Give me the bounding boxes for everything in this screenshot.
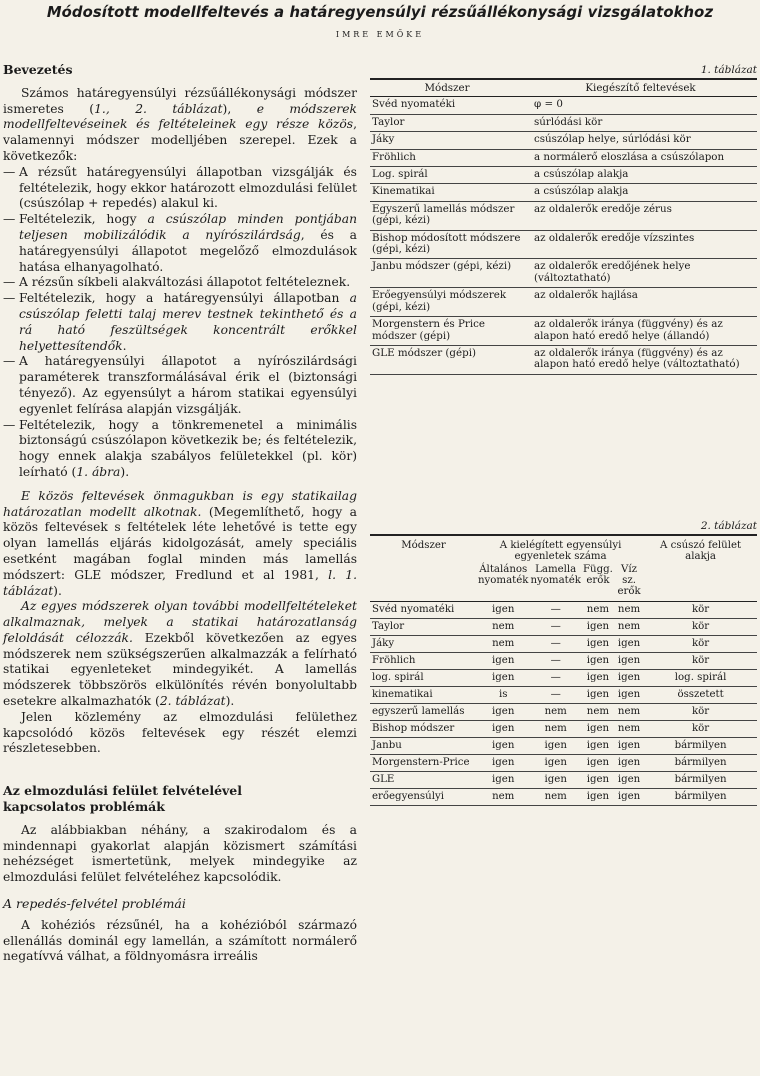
table2-value-cell: bármilyen xyxy=(644,788,757,805)
table-row xyxy=(370,259,757,288)
table2-value-cell: igen xyxy=(477,652,529,669)
table2-value-cell: nem xyxy=(582,703,614,720)
table1-assumption-cell: φ = 0 xyxy=(524,97,757,114)
article-title: Módosított modellfeltevés a határegyensúlyi rézsűállékonysági vizsgálatokhoz xyxy=(46,4,714,21)
table2-value-cell: — xyxy=(529,686,581,703)
table-row xyxy=(370,601,757,618)
common-assumptions-list xyxy=(3,165,357,481)
table-row xyxy=(370,149,757,166)
list-item: — Feltételezik, hogy a határegyensúlyi állapotban a csúszólap feletti talaj merev testnek tekinthető és a rá ható feszültségek koncentrált erőkkel helyettesítendők. xyxy=(3,291,357,353)
table2-header-equations: A kielégített egyensúlyi egyenletek száma xyxy=(477,535,644,563)
table2-value-cell: igen xyxy=(477,754,529,771)
table2-value-cell: nem xyxy=(614,601,644,618)
table2-value-cell: igen xyxy=(614,737,644,754)
table2-method-cell: kinematikai xyxy=(370,686,477,703)
table2-value-cell: nem xyxy=(582,601,614,618)
table2-method-cell: GLE xyxy=(370,771,477,788)
table1-header-assumptions: Kiegészítő feltevések xyxy=(524,79,757,97)
table2-value-cell: igen xyxy=(582,737,614,754)
table-row xyxy=(370,184,757,201)
table1-assumption-cell: a csúszólap alakja xyxy=(524,184,757,201)
table1-assumption-cell: a normálerő eloszlása a csúszólapon xyxy=(524,149,757,166)
table2-header-method: Módszer xyxy=(370,535,477,602)
table2-value-cell: is xyxy=(477,686,529,703)
table2-value-cell: bármilyen xyxy=(644,737,757,754)
paragraph-crack: A kohéziós rézsűnél, ha a kohézióból származó ellenállás dominál egy lamellán, a számított normálerő negatívvá válhat, a földnyomásra irreális xyxy=(3,917,357,964)
table2-value-cell: igen xyxy=(582,788,614,805)
table-row xyxy=(370,737,757,754)
table-row xyxy=(370,703,757,720)
table2-method-cell: erőegyensúlyi xyxy=(370,788,477,805)
table2-value-cell: nem xyxy=(477,618,529,635)
table2 xyxy=(370,534,757,806)
table2-subheader: Általános nyomaték xyxy=(477,563,529,602)
table1-method-cell: Taylor xyxy=(370,114,524,131)
table1-assumption-cell: az oldalerők hajlása xyxy=(524,288,757,317)
table1-assumption-cell: az oldalerők eredője vízszintes xyxy=(524,230,757,259)
table2-method-cell: Janbu xyxy=(370,737,477,754)
list-item: — A határegyensúlyi állapotot a nyírószilárdsági paraméterek transzformálásával érik el (biztonsági tényező). Az egyensúlyt a három statikai egyensúlyi egyenlet felírása alapján vizsgálják. xyxy=(3,354,357,416)
table2-subheader: Lamella nyomaték xyxy=(529,563,581,602)
table2-value-cell: nem xyxy=(477,788,529,805)
table2-method-cell: Jáky xyxy=(370,635,477,652)
table-row xyxy=(370,201,757,230)
table2-value-cell: igen xyxy=(529,737,581,754)
table2-value-cell: igen xyxy=(614,635,644,652)
right-column xyxy=(370,62,757,806)
table2-value-cell: nem xyxy=(614,618,644,635)
table2-value-cell: igen xyxy=(529,771,581,788)
table-row xyxy=(370,317,757,346)
table1-assumption-cell: az oldalerők eredőjének helye (változtatható) xyxy=(524,259,757,288)
table-row xyxy=(370,132,757,149)
table2-value-cell: igen xyxy=(477,771,529,788)
table1-method-cell: Morgenstern és Price módszer (gépi) xyxy=(370,317,524,346)
table2-value-cell: log. spirál xyxy=(644,669,757,686)
table-row xyxy=(370,288,757,317)
table-row xyxy=(370,788,757,805)
table2-caption: 2. táblázat xyxy=(700,519,757,532)
table2-value-cell: igen xyxy=(582,771,614,788)
table-row xyxy=(370,97,757,114)
list-item: — A rézsűn síkbeli alakváltozási állapotot feltételeznek. xyxy=(3,275,351,290)
table-row xyxy=(370,345,757,374)
table2-value-cell: — xyxy=(529,635,581,652)
table1-method-cell: Svéd nyomatéki xyxy=(370,97,524,114)
table2-method-cell: log. spirál xyxy=(370,669,477,686)
table2-value-cell: bármilyen xyxy=(644,771,757,788)
table2-value-cell: nem xyxy=(477,635,529,652)
table1-method-cell: Egyszerű lamellás módszer (gépi, kézi) xyxy=(370,201,524,230)
table1-method-cell: Fröhlich xyxy=(370,149,524,166)
table2-subheader: Víz sz. erők xyxy=(614,563,644,602)
table2-value-cell: igen xyxy=(529,754,581,771)
table2-value-cell: igen xyxy=(582,720,614,737)
table2-value-cell: igen xyxy=(477,737,529,754)
table-row xyxy=(370,167,757,184)
table2-value-cell: — xyxy=(529,652,581,669)
table2-value-cell: kör xyxy=(644,703,757,720)
table2-value-cell: nem xyxy=(614,703,644,720)
author-name: IMRE EMŐKE xyxy=(335,30,425,39)
table-row xyxy=(370,618,757,635)
table2-value-cell: — xyxy=(529,601,581,618)
table2-method-cell: Fröhlich xyxy=(370,652,477,669)
table2-value-cell: igen xyxy=(477,703,529,720)
subsection-heading-crack: A repedés-felvétel problémái xyxy=(3,896,186,912)
table1-method-cell: GLE módszer (gépi) xyxy=(370,345,524,374)
table2-value-cell: összetett xyxy=(644,686,757,703)
table2-method-cell: Morgenstern-Price xyxy=(370,754,477,771)
left-column xyxy=(3,62,357,965)
table-row xyxy=(370,669,757,686)
table2-value-cell: igen xyxy=(614,771,644,788)
paragraph-scope: Jelen közlemény az elmozdulási felülethez kapcsolódó közös feltevések egy részét elemzi részletesebben. xyxy=(3,709,357,756)
table1-assumption-cell: az oldalerők iránya (függvény) és az alapon ható eredő helye (változtatható) xyxy=(524,345,757,374)
table2-value-cell: kör xyxy=(644,601,757,618)
table1-method-cell: Jáky xyxy=(370,132,524,149)
table-row xyxy=(370,771,757,788)
list-item: — Feltételezik, hogy a tönkremenetel a minimális biztonságú csúszólapon következik be; és feltételezik, hogy ennek alakja szabályos felületekkel (pl. kör) leírható (1. ábra). xyxy=(3,417,357,479)
section-heading-introduction: Bevezetés xyxy=(3,62,73,77)
table1-assumption-cell: súrlódási kör xyxy=(524,114,757,131)
table2-value-cell: kör xyxy=(644,618,757,635)
table1-caption: 1. táblázat xyxy=(700,64,757,76)
table2-value-cell: igen xyxy=(582,635,614,652)
table2-value-cell: igen xyxy=(477,720,529,737)
table2-value-cell: — xyxy=(529,618,581,635)
table2-value-cell: igen xyxy=(614,686,644,703)
table2-header-shape: A csúszó felület alakja xyxy=(644,535,757,602)
table1-method-cell: Kinematikai xyxy=(370,184,524,201)
table-row xyxy=(370,754,757,771)
table1-header-method: Módszer xyxy=(370,79,524,97)
table2-method-cell: egyszerű lamellás xyxy=(370,703,477,720)
table2-value-cell: igen xyxy=(614,652,644,669)
section-heading-slip-surface: Az elmozdulási felület felvételével kapcsolatos problémák xyxy=(3,783,243,815)
table1-method-cell: Log. spirál xyxy=(370,167,524,184)
table2-value-cell: kör xyxy=(644,720,757,737)
table2-value-cell: nem xyxy=(529,720,581,737)
table-row xyxy=(370,635,757,652)
table1-assumption-cell: csúszólap helye, súrlódási kör xyxy=(524,132,757,149)
table1-method-cell: Bishop módosított módszere (gépi, kézi) xyxy=(370,230,524,259)
table-row xyxy=(370,652,757,669)
table2-value-cell: igen xyxy=(582,686,614,703)
table-row xyxy=(370,230,757,259)
table2-subheader: Függ. erők xyxy=(582,563,614,602)
table2-value-cell: igen xyxy=(614,669,644,686)
table-row xyxy=(370,114,757,131)
table2-value-cell: igen xyxy=(477,669,529,686)
table2-value-cell: nem xyxy=(529,703,581,720)
table2-value-cell: igen xyxy=(614,788,644,805)
table2-value-cell: igen xyxy=(582,669,614,686)
table2-value-cell: kör xyxy=(644,652,757,669)
table2-method-cell: Bishop módszer xyxy=(370,720,477,737)
table1-assumption-cell: az oldalerők eredője zérus xyxy=(524,201,757,230)
table2-value-cell: nem xyxy=(529,788,581,805)
table1 xyxy=(370,78,757,375)
table2-value-cell: nem xyxy=(614,720,644,737)
table2-method-cell: Taylor xyxy=(370,618,477,635)
table2-value-cell: bármilyen xyxy=(644,754,757,771)
table2-value-cell: kör xyxy=(644,635,757,652)
table2-value-cell: igen xyxy=(582,618,614,635)
table2-value-cell: igen xyxy=(477,601,529,618)
table-row xyxy=(370,720,757,737)
table2-value-cell: igen xyxy=(614,754,644,771)
paragraph-common-assumptions: E közös feltevések önmagukban is egy statikailag határozatlan modellt alkotnak. (Megemlíthető, hogy a közös feltevések s feltételek léte lehetővé is tette egy olyan lamellás eljárás kidolgozását, amely speciális esetként magában foglal minden más lamellás módszert: GLE módszer, Fredlund et al 1981, l. 1. táblázat). xyxy=(3,488,358,598)
table2-value-cell: igen xyxy=(582,754,614,771)
table1-method-cell: Erőegyensúlyi módszerek (gépi, kézi) xyxy=(370,288,524,317)
list-item: — Feltételezik, hogy a csúszólap minden pontjában teljesen mobilizálódik a nyírószilárdság, és a határegyensúlyi állapotot megelőző elmozdulások hatása elhanyagolható. xyxy=(3,212,357,274)
table1-method-cell: Janbu módszer (gépi, kézi) xyxy=(370,259,524,288)
table1-assumption-cell: a csúszólap alakja xyxy=(524,167,757,184)
paragraph-slip-surface-intro: Az alábbiakban néhány, a szakirodalom és a mindennapi gyakorlat alapján közismert számítási nehézséget ismertetünk, melyek mindegyike az elmozdulási felület felvételéhez kapcsolódik. xyxy=(3,822,357,885)
table2-value-cell: — xyxy=(529,669,581,686)
table-row xyxy=(370,686,757,703)
list-item: — A rézsűt határegyensúlyi állapotban vizsgálják és feltételezik, hogy ekkor határozott elmozdulási felület (csúszólap + repedés) alakul ki. xyxy=(3,164,357,211)
intro-paragraph: Számos határegyensúlyi rézsűállékonysági módszer ismeretes (1., 2. táblázat), e módszerek modellfeltevéseinek és feltételeinek egy része közös, valamennyi módszer modelljében szerepel. Ezek a következők: xyxy=(3,85,358,163)
paragraph-additional-conditions: Az egyes módszerek olyan további modellfeltételeket alkalmaznak, melyek a statikai határozatlanság feloldását célozzák. Ezekből következően az egyes módszerek nem szükségszerűen alkalmazzák a felírható statikai egyenleteket mindegyikét. A lamellás módszerek többszörös elkülönítés révén bonyolultabb esetekre alkalmazhatók (2. táblázat). xyxy=(3,599,357,709)
table1-assumption-cell: az oldalerők iránya (függvény) és az alapon ható eredő helye (állandó) xyxy=(524,317,757,346)
table2-method-cell: Svéd nyomatéki xyxy=(370,601,477,618)
table2-value-cell: igen xyxy=(582,652,614,669)
